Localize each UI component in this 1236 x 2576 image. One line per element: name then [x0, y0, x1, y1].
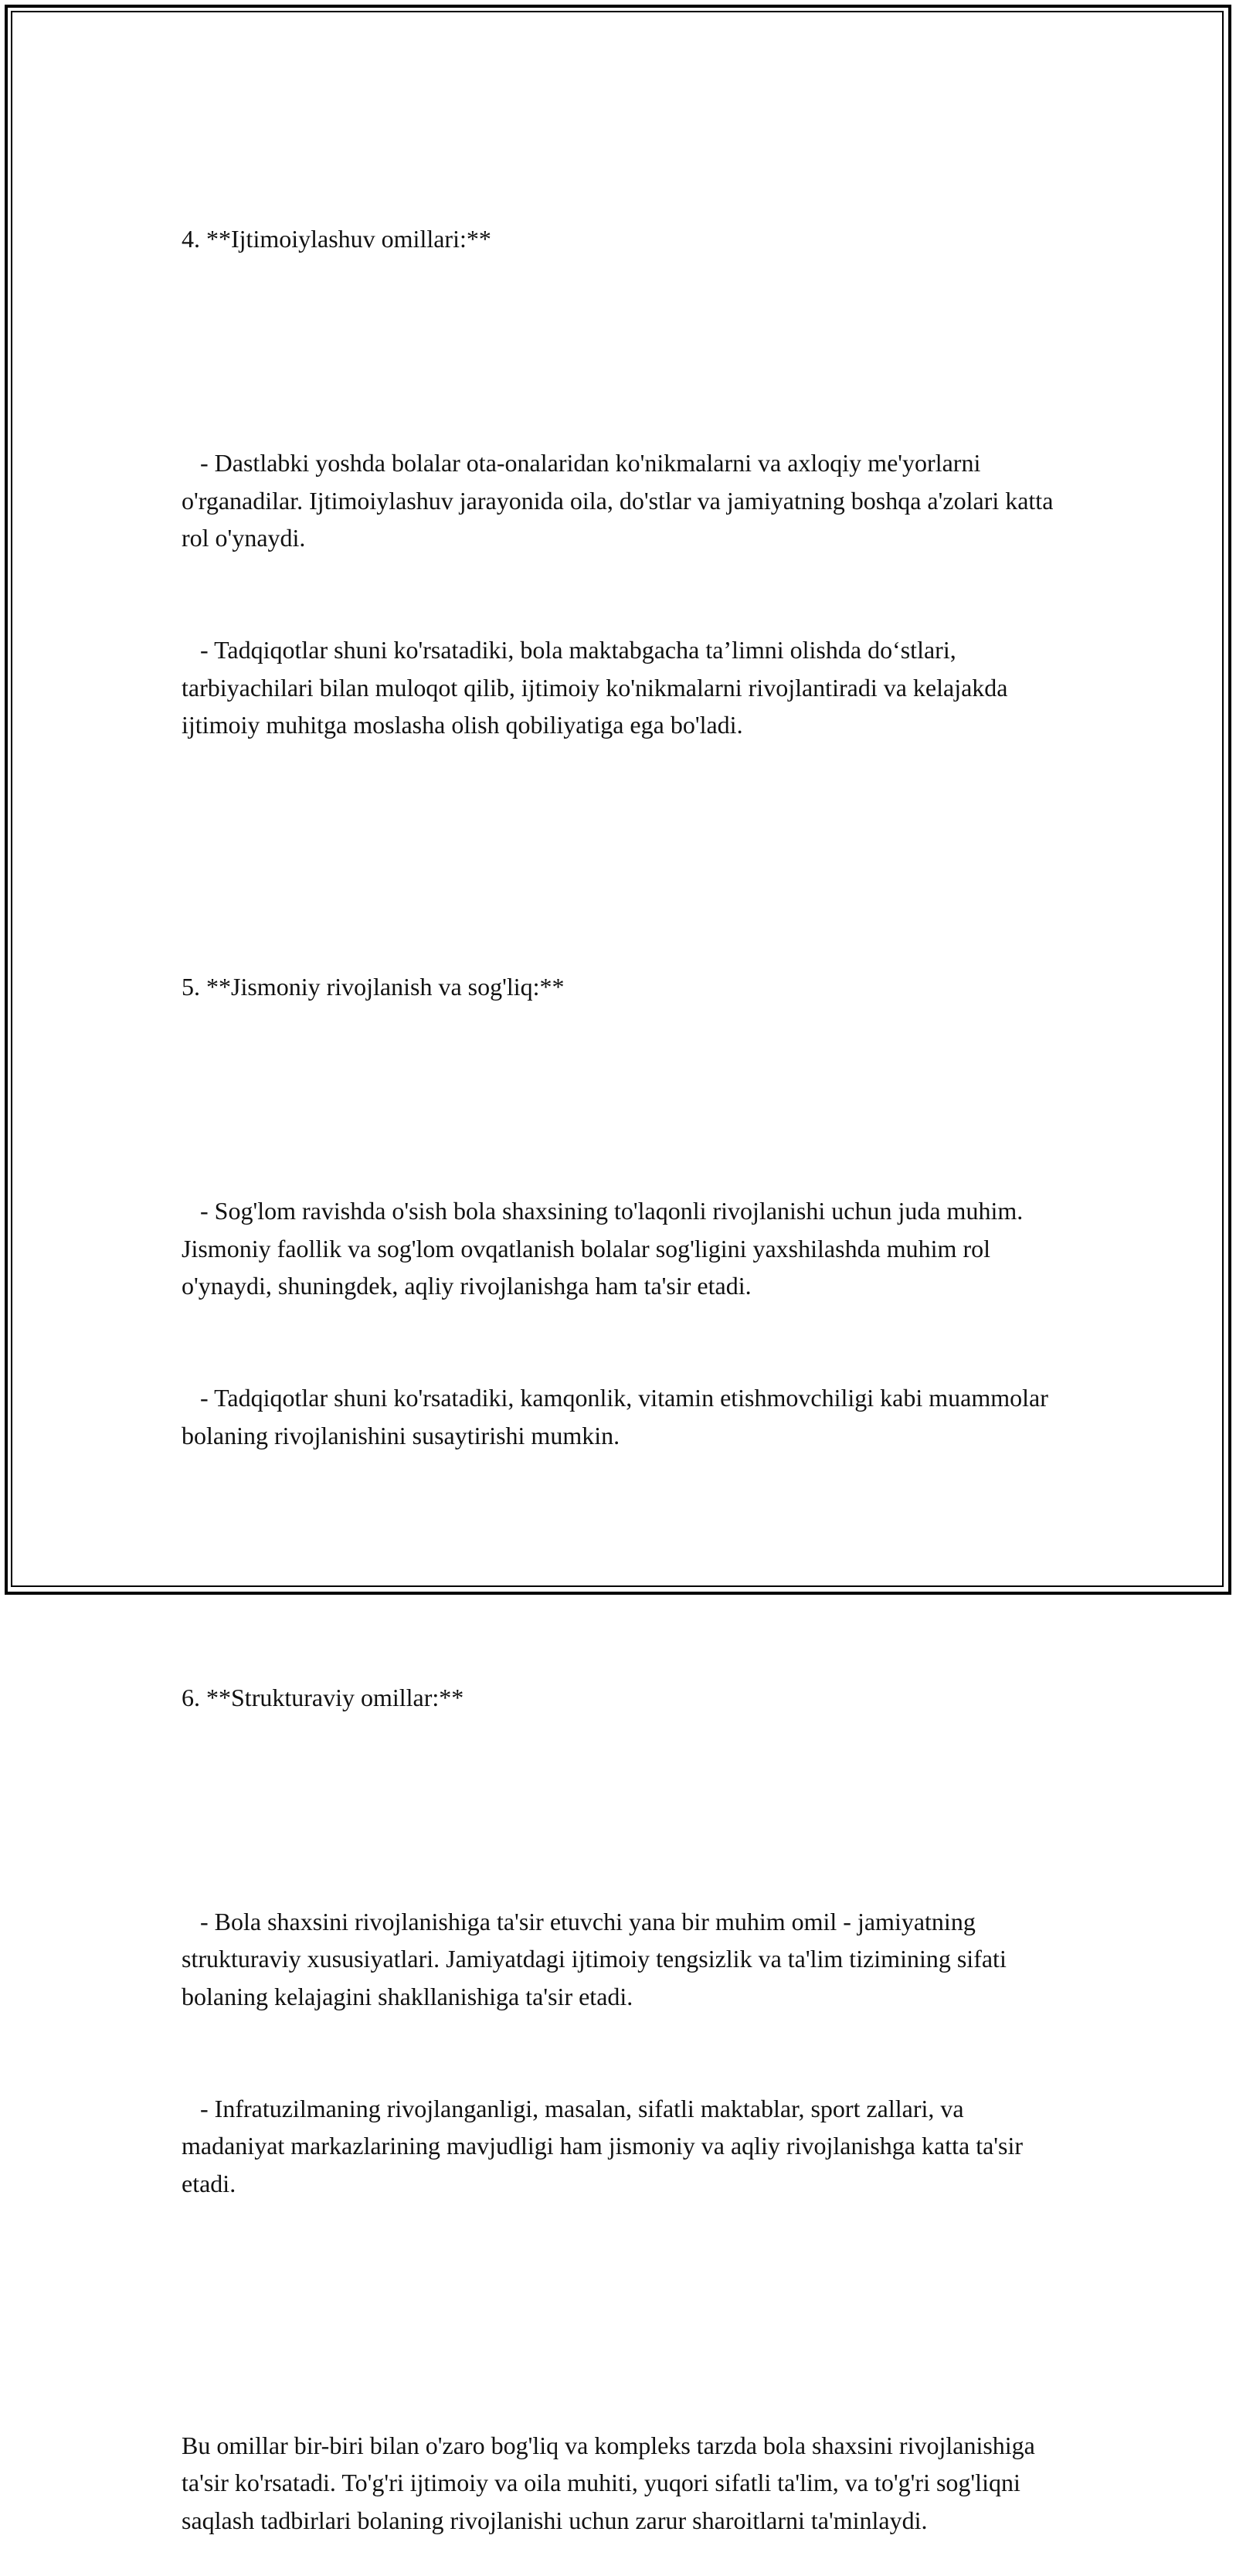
blank-line: [182, 1529, 1062, 1566]
section-heading-physical-development: 5. **Jismoniy rivojlanish va sog'liq:**: [182, 972, 565, 1001]
socialization-bullet-1: - Dastlabki yoshda bolalar ota-onalaridan ko'nikmalarni va axloqiy me'yorlarni o'rganadilar. Ijtimoiylashuv jarayonida oila, do'stlar va jamiyatning boshqa a'zolari katta rol o'ynaydi.: [182, 449, 1060, 552]
structural-factors-bullet-1: - Bola shaxsini rivojlanishiga ta'sir etuvchi yana bir muhim omil - jamiyatning strukturaviy xususiyatlari. Jamiyatdagi ijtimoiy tengsizlik va ta'lim tizimining sifati bolaning kelajagini shakllanishiga ta'sir etadi.: [182, 1908, 1013, 2010]
conclusion-paragraph: Bu omillar bir-biri bilan o'zaro bog'liq va kompleks tarzda bola shaxsini rivojlanishiga ta'sir ko'rsatadi. To'g'ri ijtimoiy va oila muhiti, yuqori sifatli ta'lim, va to'g'ri sog'liqni saqlash tadbirlari bolaning rivojlanishi uchun zarur sharoitlarni ta'minlaydi.: [182, 2431, 1041, 2534]
section-heading-socialization: 4. **Ijtimoiylashuv omillari:**: [182, 224, 491, 253]
physical-development-bullet-1: - Sog'lom ravishda o'sish bola shaxsining to'laqonli rivojlanishi uchun juda muhim. Jismoniy faollik va sog'lom ovqatlanish bolalar sog'ligini yaxshilashda muhim rol o'ynaydi, shuningdek, aqliy rivojlanishga ham ta'sir etadi.: [182, 1197, 1030, 1300]
document-body: [182, 145, 1062, 2576]
blank-line: [182, 2277, 1062, 2314]
blank-line: [182, 332, 1062, 369]
section-heading-structural-factors: 6. **Strukturaviy omillar:**: [182, 1683, 464, 1711]
physical-development-bullet-2: - Tadqiqotlar shuni ko'rsatadiki, kamqonlik, vitamin etishmovchiligi kabi muammolar bolaning rivojlanishini susaytirishi mumkin.: [182, 1384, 1054, 1449]
blank-line: [182, 818, 1062, 855]
structural-factors-bullet-2: - Infratuzilmaning rivojlanganligi, masalan, sifatli maktablar, sport zallari, va madaniyat markazlarining mavjudligi ham jismoniy va aqliy rivojlanishga katta ta'sir etadi.: [182, 2095, 1030, 2197]
blank-line: [182, 1791, 1062, 1828]
blank-line: [182, 1080, 1062, 1117]
socialization-bullet-2: - Tadqiqotlar shuni ko'rsatadiki, bola maktabgacha ta’limni olishda do‘stlari, tarbiyachilari bilan muloqot qilib, ijtimoiy ko'nikmalarni rivojlantiradi va kelajakda ijtimoiy muhitga moslasha olish qobiliyatiga ega bo'ladi.: [182, 636, 1014, 739]
